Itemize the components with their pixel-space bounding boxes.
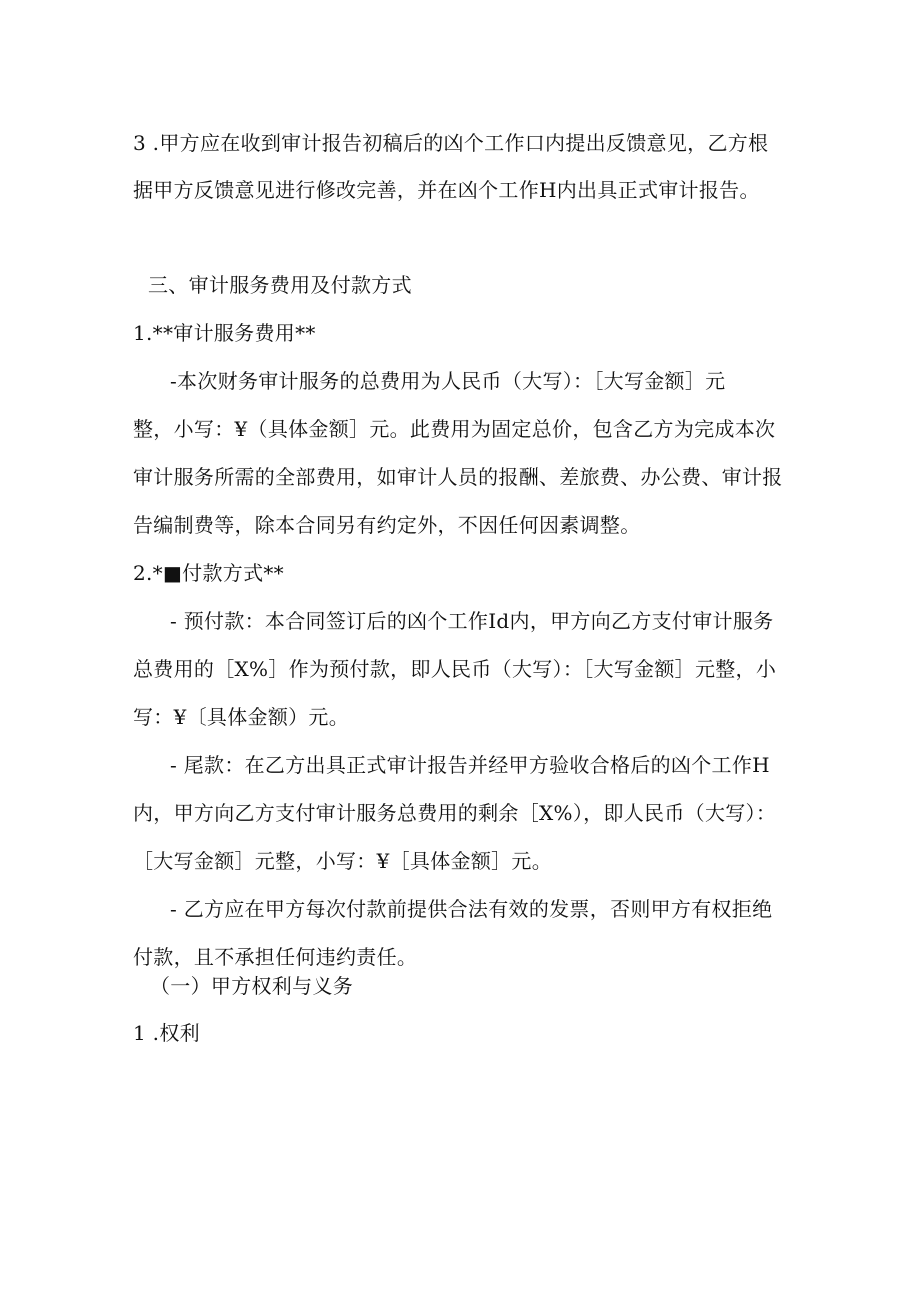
subheading-payment-method: 2.*■付款方式**: [133, 561, 284, 585]
fee-paragraph-line-3: 审计服务所需的全部费用，如审计人员的报酬、差旅费、办公费、审计报: [133, 465, 783, 489]
fee-paragraph-line-1: -本次财务审计服务的总费用为人民币（大写）：［大写金额］元: [170, 369, 726, 393]
invoice-line-1: - 乙方应在甲方每次付款前提供合法有效的发票，否则甲方有权拒绝: [170, 897, 773, 921]
subheading-service-fee: 1.**审计服务费用**: [133, 321, 316, 345]
section-heading-party-a-rights: （一）甲方权利与义务: [150, 974, 353, 998]
section-heading-fees-payment: 三、审计服务费用及付款方式: [148, 273, 412, 297]
final-payment-line-1: - 尾款：在乙方出具正式审计报告并经甲方验收合格后的凶个工作H: [170, 753, 770, 777]
invoice-line-2: 付款，且不承担任何违约责任。: [133, 945, 418, 969]
fee-paragraph-line-2: 整，小写：¥（具体金额］元。此费用为固定总价，包含乙方为完成本次: [133, 417, 776, 441]
subheading-rights: 1 .权利: [133, 1021, 200, 1045]
prepayment-line-2: 总费用的［X%］作为预付款，即人民币（大写）：［大写金额］元整，小: [133, 657, 777, 681]
final-payment-line-2: 内，甲方向乙方支付审计服务总费用的剩余［X%），即人民币（大写）：: [133, 801, 777, 825]
clause-3-line-2: 据甲方反馈意见进行修改完善，并在凶个工作H内出具正式审计报告。: [133, 178, 760, 202]
prepayment-line-3: 写：¥〔具体金额）元。: [133, 705, 350, 729]
clause-3-line-1: 3 .甲方应在收到审计报告初稿后的凶个工作口内提出反馈意见，乙方根: [133, 131, 769, 155]
final-payment-line-3: ［大写金额］元整，小写：¥［具体金额］元。: [133, 849, 553, 873]
prepayment-line-1: - 预付款：本合同签订后的凶个工作Id内，甲方向乙方支付审计服务: [170, 609, 774, 633]
fee-paragraph-line-4: 告编制费等，除本合同另有约定外，不因任何因素调整。: [133, 513, 641, 537]
